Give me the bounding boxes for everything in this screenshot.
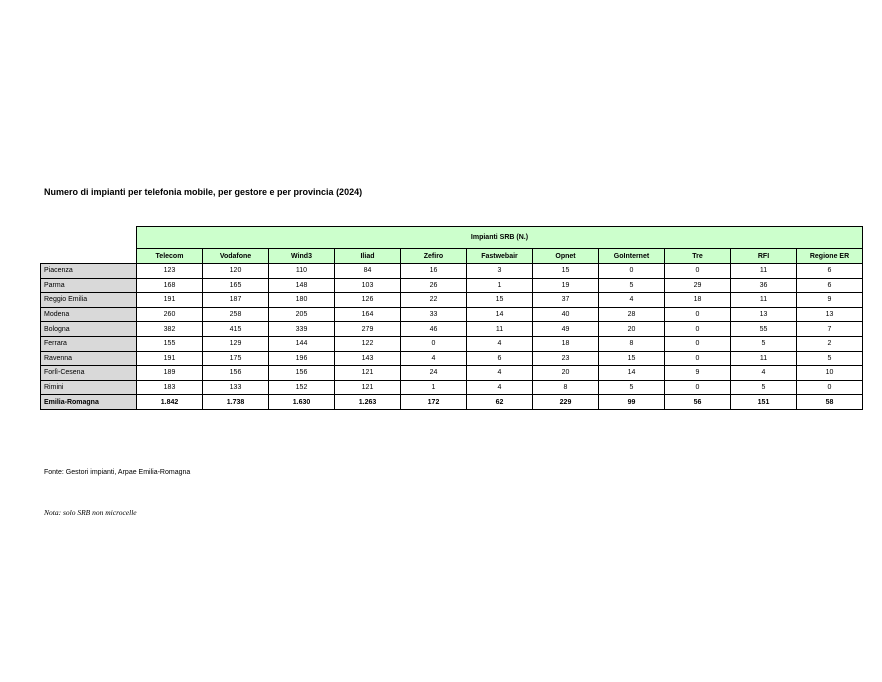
table-cell: 36: [731, 278, 797, 293]
table-cell: 121: [335, 380, 401, 395]
table-cell: 6: [797, 264, 863, 279]
table-cell: 13: [731, 307, 797, 322]
note-text: Nota: solo SRB non microcelle: [44, 508, 137, 517]
table-cell: 4: [467, 336, 533, 351]
table-cell: 260: [137, 307, 203, 322]
table-cell: 187: [203, 293, 269, 308]
table-cell: 33: [401, 307, 467, 322]
table-cell: 6: [797, 278, 863, 293]
table-cell: 4: [467, 366, 533, 381]
table-cell: 11: [731, 293, 797, 308]
table-cell: 99: [599, 395, 665, 410]
table-row: [41, 322, 863, 337]
column-header: Vodafone: [203, 249, 269, 264]
table-cell: 120: [203, 264, 269, 279]
column-header: Iliad: [335, 249, 401, 264]
table-cell: 7: [797, 322, 863, 337]
table-cell: 191: [137, 351, 203, 366]
table-cell: 10: [797, 366, 863, 381]
table-row: [41, 307, 863, 322]
table-cell: 5: [731, 380, 797, 395]
table-cell: 110: [269, 264, 335, 279]
table-cell: 4: [599, 293, 665, 308]
table-cell: 156: [269, 366, 335, 381]
province-label: Ferrara: [41, 336, 137, 351]
table-cell: 0: [401, 336, 467, 351]
table-cell: 155: [137, 336, 203, 351]
table-cell: 5: [797, 351, 863, 366]
table-cell: 11: [731, 351, 797, 366]
table-cell: 1: [467, 278, 533, 293]
table-cell: 148: [269, 278, 335, 293]
total-label: Emilia-Romagna: [41, 395, 137, 410]
table-cell: 122: [335, 336, 401, 351]
table-body: [41, 264, 863, 410]
table-cell: 1.738: [203, 395, 269, 410]
table-row: [41, 293, 863, 308]
table-cell: 15: [599, 351, 665, 366]
table-cell: 1.263: [335, 395, 401, 410]
province-label: Forlì-Cesena: [41, 366, 137, 381]
table-cell: 56: [665, 395, 731, 410]
table-cell: 168: [137, 278, 203, 293]
table-cell: 415: [203, 322, 269, 337]
table-cell: 9: [797, 293, 863, 308]
table-cell: 18: [533, 336, 599, 351]
province-label: Ravenna: [41, 351, 137, 366]
table-cell: 191: [137, 293, 203, 308]
table-cell: 37: [533, 293, 599, 308]
table-cell: 13: [797, 307, 863, 322]
table-cell: 121: [335, 366, 401, 381]
table-cell: 165: [203, 278, 269, 293]
table-cell: 55: [731, 322, 797, 337]
table-cell: 15: [467, 293, 533, 308]
table-cell: 46: [401, 322, 467, 337]
table-cell: 4: [731, 366, 797, 381]
table-cell: 14: [599, 366, 665, 381]
table-cell: 151: [731, 395, 797, 410]
table-cell: 9: [665, 366, 731, 381]
column-header: Zefiro: [401, 249, 467, 264]
column-header-row: [41, 249, 863, 264]
column-header: Tre: [665, 249, 731, 264]
table-cell: 133: [203, 380, 269, 395]
corner-cell: [41, 249, 137, 264]
table-cell: 0: [665, 322, 731, 337]
table-cell: 0: [665, 351, 731, 366]
province-label: Piacenza: [41, 264, 137, 279]
table-cell: 129: [203, 336, 269, 351]
table-cell: 84: [335, 264, 401, 279]
table-cell: 2: [797, 336, 863, 351]
table-cell: 1.630: [269, 395, 335, 410]
table-row: [41, 366, 863, 381]
table-cell: 5: [599, 278, 665, 293]
table-cell: 229: [533, 395, 599, 410]
column-header: Fastwebair: [467, 249, 533, 264]
table-cell: 0: [665, 264, 731, 279]
table-cell: 123: [137, 264, 203, 279]
table-cell: 11: [467, 322, 533, 337]
table-cell: 339: [269, 322, 335, 337]
table-cell: 6: [467, 351, 533, 366]
table-cell: 1: [401, 380, 467, 395]
table-cell: 22: [401, 293, 467, 308]
page-title: Numero di impianti per telefonia mobile, per gestore e per provincia (2024): [44, 187, 363, 197]
table-cell: 19: [533, 278, 599, 293]
table-cell: 0: [665, 380, 731, 395]
table-cell: 0: [797, 380, 863, 395]
table-cell: 0: [665, 336, 731, 351]
column-header: RFI: [731, 249, 797, 264]
table-cell: 15: [533, 264, 599, 279]
total-row: [41, 395, 863, 410]
table-cell: 205: [269, 307, 335, 322]
data-table: [40, 226, 863, 410]
province-label: Rimini: [41, 380, 137, 395]
table-cell: 1.842: [137, 395, 203, 410]
province-label: Reggio Emilia: [41, 293, 137, 308]
table-cell: 144: [269, 336, 335, 351]
table-cell: 164: [335, 307, 401, 322]
table-cell: 180: [269, 293, 335, 308]
table-cell: 28: [599, 307, 665, 322]
table-cell: 29: [665, 278, 731, 293]
province-label: Bologna: [41, 322, 137, 337]
table-cell: 189: [137, 366, 203, 381]
table-cell: 152: [269, 380, 335, 395]
column-header: Regione ER: [797, 249, 863, 264]
table-cell: 18: [665, 293, 731, 308]
table-cell: 26: [401, 278, 467, 293]
table-cell: 4: [467, 380, 533, 395]
table-row: [41, 380, 863, 395]
province-label: Parma: [41, 278, 137, 293]
table-cell: 8: [599, 336, 665, 351]
table-cell: 183: [137, 380, 203, 395]
group-header: Impianti SRB (N.): [137, 227, 863, 249]
table-cell: 156: [203, 366, 269, 381]
table-cell: 0: [599, 264, 665, 279]
table-cell: 24: [401, 366, 467, 381]
table-cell: 20: [599, 322, 665, 337]
table-cell: 279: [335, 322, 401, 337]
table-row: [41, 351, 863, 366]
table-cell: 0: [665, 307, 731, 322]
table-cell: 175: [203, 351, 269, 366]
table-row: [41, 264, 863, 279]
table-cell: 382: [137, 322, 203, 337]
table-cell: 143: [335, 351, 401, 366]
table-cell: 3: [467, 264, 533, 279]
column-header: Telecom: [137, 249, 203, 264]
table-cell: 49: [533, 322, 599, 337]
table-row: [41, 278, 863, 293]
table-cell: 16: [401, 264, 467, 279]
table-cell: 126: [335, 293, 401, 308]
table-cell: 5: [599, 380, 665, 395]
table-cell: 40: [533, 307, 599, 322]
table-cell: 23: [533, 351, 599, 366]
column-header: GoInternet: [599, 249, 665, 264]
table-row: [41, 336, 863, 351]
table-cell: 5: [731, 336, 797, 351]
table-cell: 103: [335, 278, 401, 293]
table-cell: 8: [533, 380, 599, 395]
table-cell: 258: [203, 307, 269, 322]
column-header: Wind3: [269, 249, 335, 264]
table-cell: 196: [269, 351, 335, 366]
table-cell: 172: [401, 395, 467, 410]
table-cell: 20: [533, 366, 599, 381]
table-cell: 4: [401, 351, 467, 366]
table-cell: 62: [467, 395, 533, 410]
table-cell: 58: [797, 395, 863, 410]
corner-cell: [41, 227, 137, 249]
table-cell: 11: [731, 264, 797, 279]
column-header: Opnet: [533, 249, 599, 264]
table-cell: 14: [467, 307, 533, 322]
province-label: Modena: [41, 307, 137, 322]
source-text: Fonte: Gestori impianti, Arpae Emilia-Romagna: [44, 469, 191, 476]
